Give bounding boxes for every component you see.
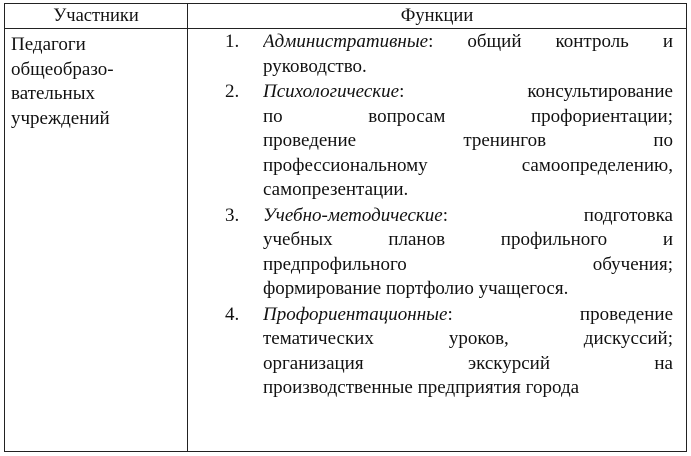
item-line: формирование портфолио учащегося. [263,278,569,299]
item-line: учебных планов профильного и [263,229,673,250]
item-title: Психологические [263,81,400,102]
item-text: : проведение [447,303,673,325]
header-functions: Функции [400,6,474,26]
item-number: 4. [225,303,240,325]
header-participants: Участники [53,6,139,26]
item-title: Учебно-методические [263,204,443,226]
item-line [263,303,673,328]
header-divider [5,28,686,29]
item-line: профессиональному самоопределению, [263,154,673,176]
item-line [263,80,673,105]
item-text: : общий контроль и [428,31,673,52]
item-number: 3. [225,204,240,226]
item-text: : консультирование [399,81,673,102]
item-line [263,204,673,229]
item-line: проведение тренингов по [263,130,673,151]
participant-line: учреждений [11,107,110,129]
list-item [225,30,673,79]
participant-line: вательных [11,83,95,104]
participant-line: общеобразо- [11,58,114,80]
item-text: : подготовка [442,204,673,226]
item-line: самопрезентации. [263,179,409,200]
list-item [225,303,673,401]
participant-cell [11,33,181,131]
list-item [225,80,673,203]
list-item [225,204,673,302]
item-title: Административные [263,31,429,52]
functions-list [225,30,673,402]
item-line: руководство. [263,55,367,77]
participant-line: Педагоги [11,34,86,55]
item-title: Профориентационные [263,303,448,325]
item-number: 2. [225,81,240,102]
item-line: по вопросам профориентации; [263,105,673,127]
item-number: 1. [225,31,240,52]
item-line: производственные предприятия города [263,377,580,398]
item-line: предпрофильного обучения; [263,253,673,275]
item-line [263,30,673,55]
column-divider [187,4,188,451]
item-line: тематических уроков, дискуссий; [263,328,673,349]
item-line: организация экскурсий на [263,352,673,374]
